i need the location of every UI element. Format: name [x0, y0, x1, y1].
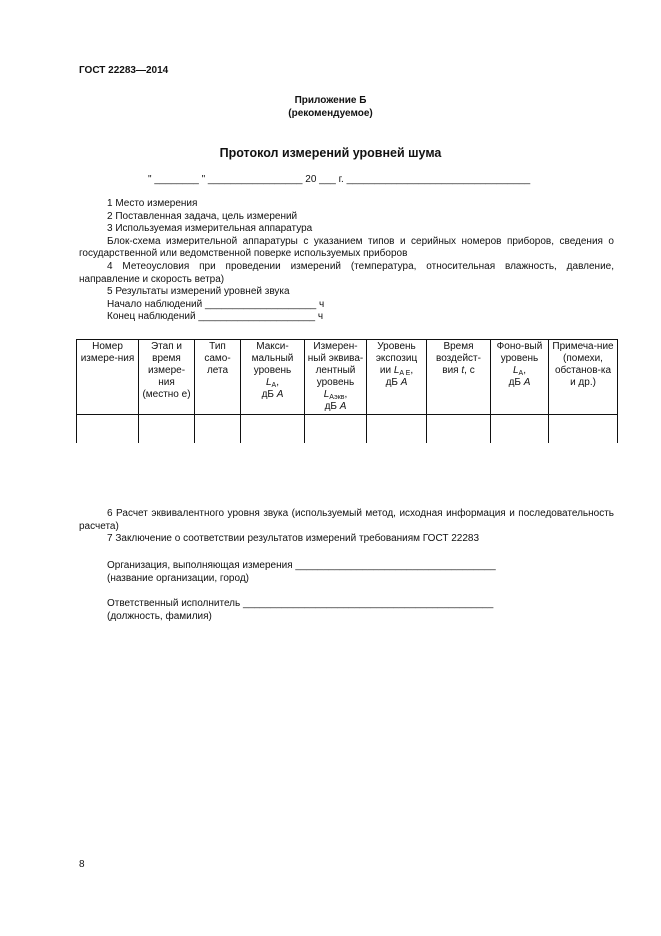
standard-header: ГОСТ 22283—2014 [79, 65, 169, 76]
protocol-title: Протокол измерений уровней шума [219, 146, 442, 160]
item-7: 7 Заключение о соответствии результатов измерений требованиям ГОСТ 22283 [107, 533, 480, 545]
item-scheme: Блок-схема измерительной аппаратуры с указанием типов и серийных номеров приборов, сведения о государственной или ведомственной поверке используемых приборов [79, 235, 614, 260]
protocol-items-top [79, 198, 614, 324]
item-3: 3 Используемая измерительная аппаратура [107, 223, 313, 235]
organization-line: Организация, выполняющая измерения ____________________________________ [107, 560, 496, 571]
item-6: 6 Расчет эквивалентного уровня звука (используемый метод, исходная информация и последовательность расчета) [79, 508, 614, 532]
organization-hint: (название организации, город) [107, 572, 249, 584]
responsible-hint: (должность, фамилия) [107, 610, 212, 622]
observation-start: Начало наблюдений ____________________ ч [107, 298, 325, 310]
col-aircraft-type: Тип само-лета [195, 340, 241, 415]
col-background-level: Фоно-вый уровень $L_A$, дБ А [491, 340, 549, 415]
appendix-heading [0, 95, 661, 120]
protocol-date-line: " ________ " _________________ 20 ___ г. _________________________________ [148, 174, 531, 185]
col-exposure-time: Время воздейст-вия t, с [427, 340, 491, 415]
item-5: 5 Результаты измерений уровней звука [107, 286, 290, 298]
col-number: Номер измере-ния [77, 340, 139, 415]
table-header-row [77, 340, 618, 415]
responsible-line: Ответственный исполнитель _____________________________________________ [107, 598, 494, 609]
col-equivalent-level: Измерен-ный эквива-лентный уровень $L_{Аэкв}$, дБ А [305, 340, 367, 415]
col-max-level: Макси-мальный уровень $L_A$, дБ А [241, 340, 305, 415]
results-table [76, 339, 618, 443]
signature-responsible [79, 598, 614, 623]
item-2: 2 Поставленная задача, цель измерений [107, 210, 298, 222]
item-1: 1 Место измерения [107, 198, 198, 209]
col-stage-time: Этап и время измере-ния (местно е) [139, 340, 195, 415]
table-row [77, 415, 618, 444]
col-exposure-level: Уровень экспозиц ии $L_{A E}$, дБ А [367, 340, 427, 415]
protocol-items-bottom [79, 508, 614, 546]
col-notes: Примеча-ние (помехи, обстанов-ка и др.) [549, 340, 618, 415]
appendix-kind: (рекомендуемое) [288, 107, 373, 119]
page-number: 8 [79, 859, 85, 870]
signature-organization [79, 560, 614, 585]
observation-end: Конец наблюдений _____________________ ч [107, 311, 324, 323]
appendix-name: Приложение Б [294, 95, 367, 106]
item-4: 4 Метеоусловия при проведении измерений (температура, относительная влажность, давление, направление и скорость ветра) [79, 260, 614, 285]
